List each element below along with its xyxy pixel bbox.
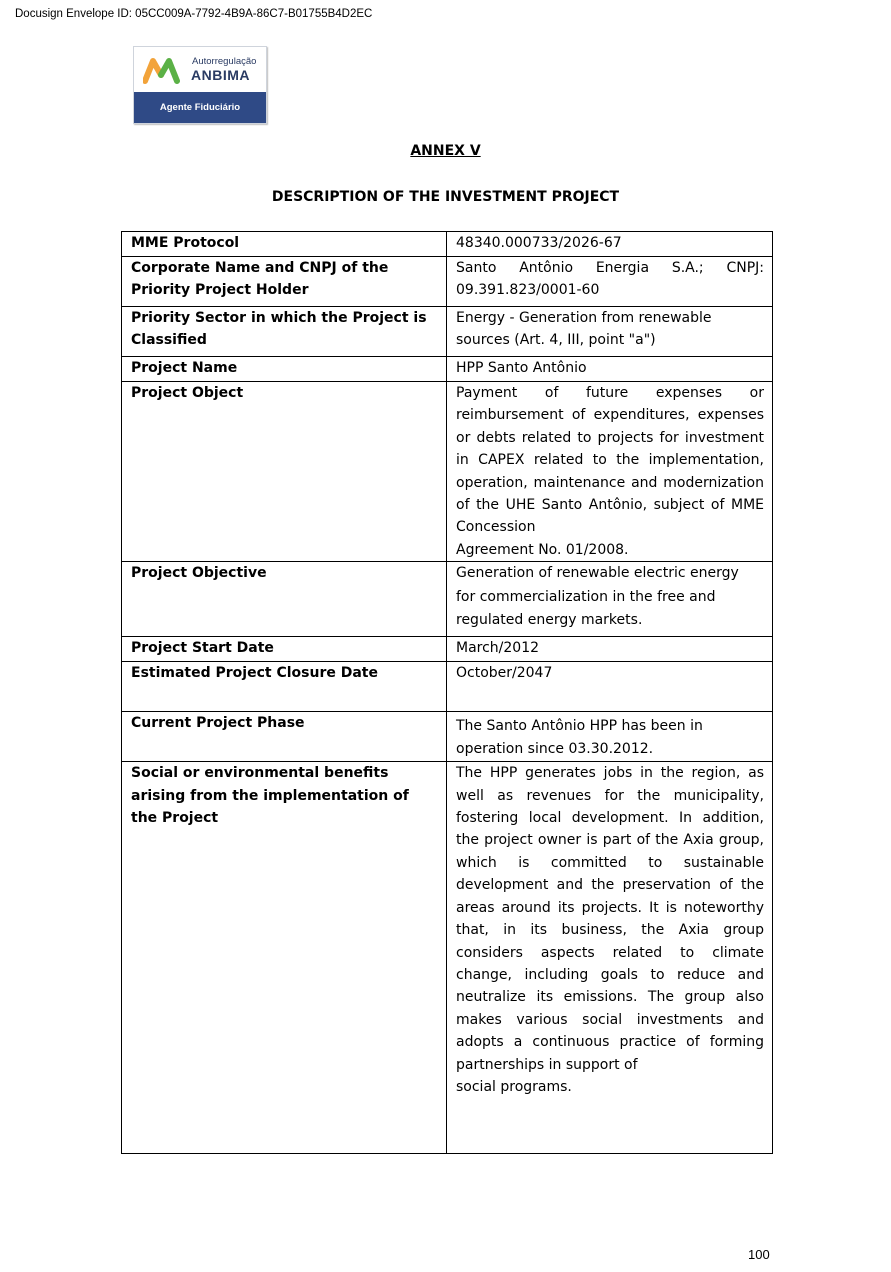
- annex-title: ANNEX V: [410, 143, 481, 159]
- row-value-continuation: Agreement No. 01/2008.: [456, 541, 629, 558]
- logo-agente-fiduciario: Agente Fiduciário: [134, 92, 266, 123]
- row-label: Social or environmental benefits arising from the implementation of the Project: [122, 762, 447, 1154]
- row-label: Estimated Project Closure Date: [122, 662, 447, 712]
- table-row: [122, 357, 773, 382]
- row-value-line-3: regulated energy markets.: [456, 612, 643, 629]
- document-title: DESCRIPTION OF THE INVESTMENT PROJECT: [271, 189, 620, 205]
- row-value: Generation of renewable electric energy: [456, 565, 739, 582]
- row-label: Project Name: [122, 357, 447, 382]
- row-value: October/2047: [447, 662, 773, 712]
- row-label: Project Object: [122, 382, 447, 562]
- row-label: Corporate Name and CNPJ of the Priority Project Holder: [122, 257, 447, 307]
- row-value: Payment of future expenses or reimbursement of expenditures, expenses or debts related to projects for investment in CAPEX related to the implementation, operation, maintenance and modernization of the UHE Santo Antônio, subject of MME Concession: [456, 385, 764, 536]
- row-label: MME Protocol: [122, 232, 447, 257]
- logo-autorregulacao: Autorregulação: [192, 56, 257, 67]
- anbima-logo: [133, 46, 267, 124]
- table-row: [122, 712, 773, 762]
- row-value: Santo Antônio Energia S.A.; CNPJ: 09.391.823/0001-60: [447, 257, 773, 307]
- table-row: [122, 562, 773, 637]
- investment-project-table: [121, 231, 773, 1154]
- table-row: [122, 232, 773, 257]
- logo-brand-name: ANBIMA: [191, 67, 250, 83]
- table-row: [122, 637, 773, 662]
- anbima-mark-icon: [143, 56, 187, 84]
- row-value-cell: [447, 382, 773, 562]
- row-value-line-2: for commercialization in the free and: [456, 588, 716, 605]
- row-label: Project Start Date: [122, 637, 447, 662]
- table-row: [122, 257, 773, 307]
- row-value: The HPP generates jobs in the region, as well as revenues for the municipality, fostering local development. In addition, the project owner is part of the Axia group, which is committed to sustainable development and the preservation of the areas around its projects. It is noteworthy that, in its business, the Axia group considers aspects related to climate change, including goals to reduce and neutralize its emissions. The group also makes various social investments and adopts a continuous practice of forming partnerships in support of: [456, 765, 764, 1073]
- row-label: Priority Sector in which the Project is Classified: [122, 307, 447, 357]
- table-row: [122, 762, 773, 1154]
- logo-top: [134, 47, 266, 92]
- table-row: [122, 307, 773, 357]
- row-value: March/2012: [447, 637, 773, 662]
- row-value: 48340.000733/2026-67: [447, 232, 773, 257]
- row-value-cell: [447, 762, 773, 1154]
- row-label: Project Objective: [122, 562, 447, 637]
- docusign-envelope-id: Docusign Envelope ID: 05CC009A-7792-4B9A-86C7-B01755B4D2EC: [15, 8, 373, 20]
- page-number: 100: [748, 1247, 770, 1262]
- row-value-cell: [447, 562, 773, 637]
- row-value: Energy - Generation from renewable sources (Art. 4, III, point "a"): [447, 307, 773, 357]
- table-row: [122, 382, 773, 562]
- row-value: HPP Santo Antônio: [447, 357, 773, 382]
- row-value: The Santo Antônio HPP has been in operation since 03.30.2012.: [447, 712, 773, 762]
- table-row: [122, 662, 773, 712]
- row-value-continuation: social programs.: [456, 1078, 572, 1095]
- row-label: Current Project Phase: [122, 712, 447, 762]
